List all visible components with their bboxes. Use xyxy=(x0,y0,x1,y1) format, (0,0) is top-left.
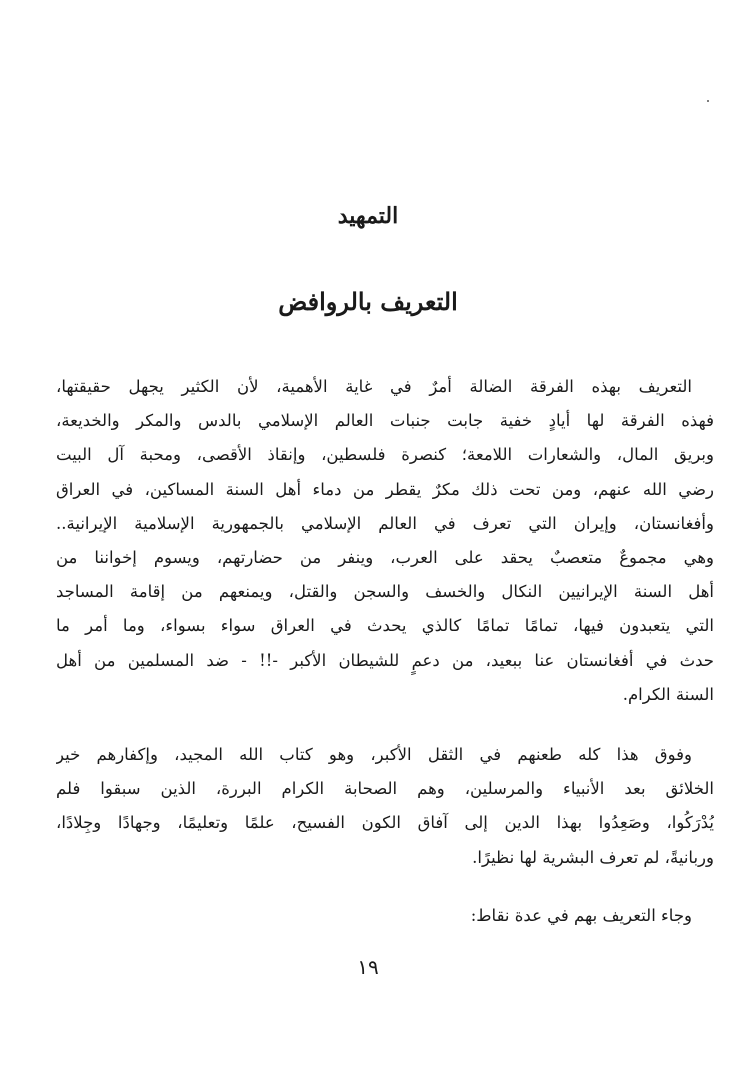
section-heading: التعريف بالروافض xyxy=(278,287,458,316)
text-line: حدث في أفغانستان عنا ببعيد، من دعمٍ للشيطان الأكبر -!! - ضد المسلمين من أهل xyxy=(56,650,714,670)
text-line: يُدْرَكُوا، وصَعِدُوا بهذا الدين إلى آفاق الكون الفسيح، علمًا وتعليمًا، وجهادًا وجِلادًا، xyxy=(56,813,714,833)
text-line: وهي مجموعٌ متعصبٌ يحقد على العرب، وينفر من حضارتهم، ويسوم إخواننا من xyxy=(56,547,714,567)
text-line: وفوق هذا كله طعنهم في الثقل الأكبر، وهو كتاب الله المجيد، وإكفارهم خير xyxy=(56,745,692,764)
text-line: فهذه الفرقة لها أيادٍ خفية جابت جنبات العالم الإسلامي بالدس والمكر والخديعة، xyxy=(56,411,714,431)
text-line: وربانيةً، لم تعرف البشرية لها نظيرًا. xyxy=(472,847,714,867)
page-number: ١٩ xyxy=(357,955,379,979)
scan-speck xyxy=(707,100,709,102)
paragraph-intro xyxy=(56,370,714,712)
text-line: وبريق المال، والشعارات اللامعة؛ كنصرة فلسطين، وإنقاذ الأقصى، ومحبة آل البيت xyxy=(56,445,714,465)
paragraph-points-intro xyxy=(56,899,714,933)
text-line: وأفغانستان، وإيران التي تعرف في العالم الإسلامي بالجمهورية الإسلامية الإيرانية.. xyxy=(56,513,714,533)
chapter-heading: التمهيد xyxy=(337,203,399,229)
text-line: رضي الله عنهم، ومن تحت ذلك مكرٌ يقطر من دماء أهل السنة المساكين، في العراق xyxy=(56,479,714,499)
text-line: التي يتعبدون فيها، تمامًا تمامًا كالذي يحدث في العراق سواء بسواء، وما أمر ما xyxy=(56,616,714,636)
text-line: الخلائق بعد الأنبياء والمرسلين، وهم الصحابة الكرام البررة، الذين سبقوا فلم xyxy=(56,779,714,799)
text-line: وجاء التعريف بهم في عدة نقاط: xyxy=(470,906,692,925)
text-line: التعريف بهذه الفرقة الضالة أمرٌ في غاية الأهمية، لأن الكثير يجهل حقيقتها، xyxy=(56,377,692,396)
text-line: السنة الكرام. xyxy=(622,684,714,704)
text-line: أهل السنة الإيرانيين النكال والخسف والسجن والقتل، ويمنعهم من إقامة المساجد xyxy=(56,582,714,602)
paragraph-companions xyxy=(56,738,714,875)
